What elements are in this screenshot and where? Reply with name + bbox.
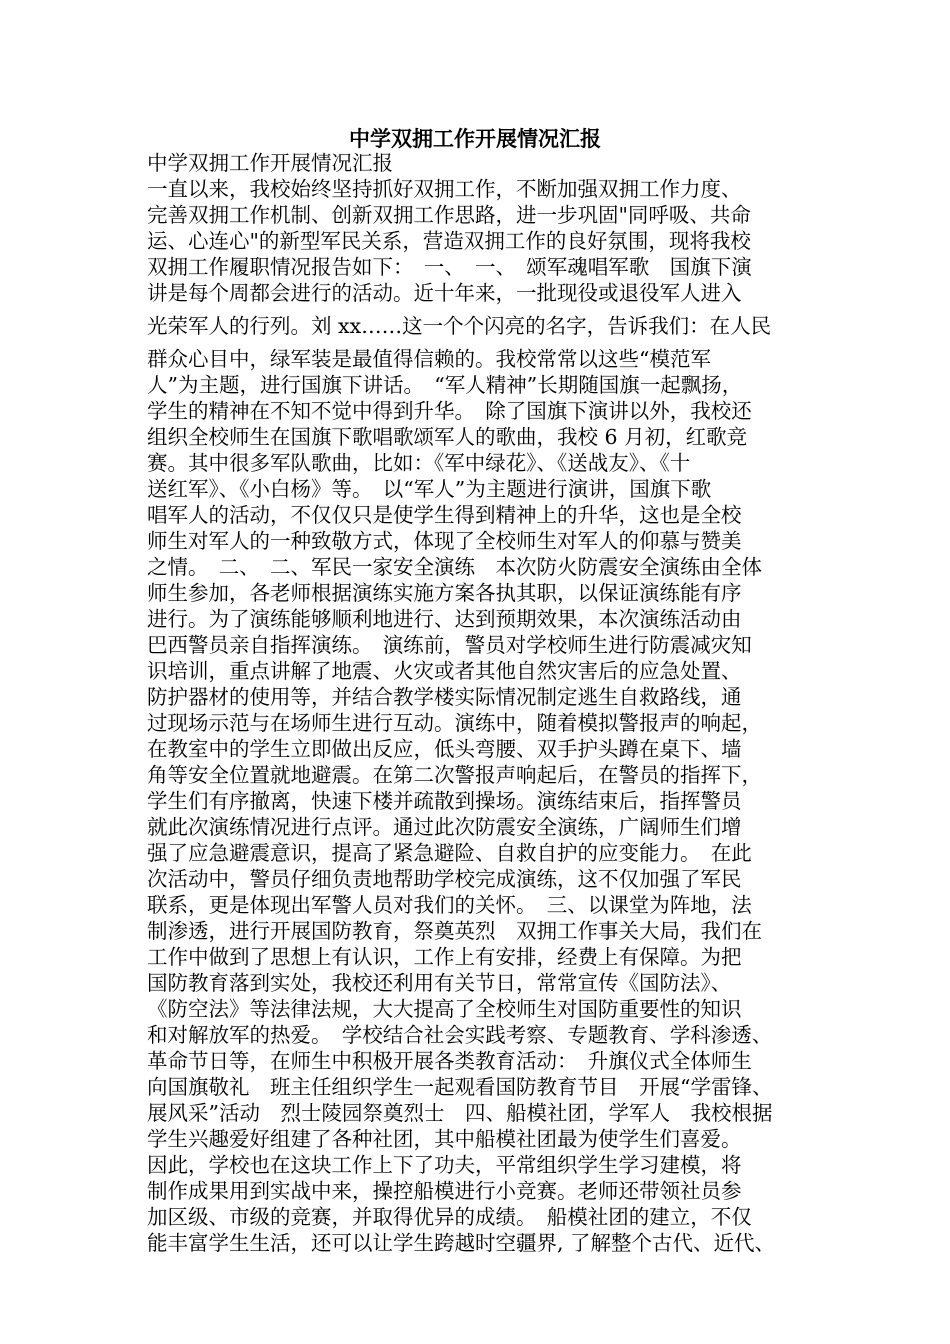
body-line: 巴西警员亲自指挥演练。 演练前，警员对学校师生进行防震减灾知 (147, 633, 752, 657)
body-line: 人”为主题，进行国旗下讲话。 “军人精神”长期随国旗一起飘扬， (147, 373, 743, 397)
body-line: 双拥工作履职情况报告如下： 一、 一、 颂军魂唱军歌 国旗下演 (147, 255, 752, 279)
body-line: 国防教育落到实处，我校还利用有关节日，常常宣传《国防法》、 (147, 971, 732, 995)
body-line: 光荣军人的行列。刘 xx……这一个个闪亮的名字，告诉我们：在人民 (147, 314, 772, 338)
body-line: 强了应急避震意识，提高了紧急避险、自救自护的应变能力。 在此 (147, 841, 752, 865)
body-line: 识培训，重点讲解了地震、火灾或者其他自然灾害后的应急处置、 (147, 659, 742, 683)
body-line: 送红军》、《小白杨》等。 以“军人”为主题进行演讲，国旗下歌 (147, 477, 712, 501)
body-line: 之情。 二、 二、军民一家安全演练 本次防火防震安全演练由全体 (147, 555, 762, 579)
body-line: 师生参加，各老师根据演练实施方案各执其职，以保证演练能有序 (147, 581, 742, 605)
body-line: 赛。其中很多军队歌曲，比如：《军中绿花》、《送战友》、《十 (147, 451, 691, 475)
body-line: 唱军人的活动，不仅仅只是使学生得到精神上的升华，这也是全校 (147, 503, 742, 527)
body-line: 防护器材的使用等，并结合教学楼实际情况制定逃生自救路线，通 (147, 685, 742, 709)
body-line: 中学双拥工作开展情况汇报 (147, 151, 393, 175)
body-line: 次活动中，警员仔细负责地帮助学校完成演练，这不仅加强了军民 (147, 867, 742, 891)
body-line: 进行。为了演练能够顺利地进行、达到预期效果，本次演练活动由 (147, 607, 742, 631)
body-line: 师生对军人的一种致敬方式，体现了全校师生对军人的仰慕与赞美 (147, 529, 742, 553)
body-line: 组织全校师生在国旗下歌唱歌颂军人的歌曲，我校 6 月初，红歌竞 (147, 425, 748, 449)
body-line: 一直以来，我校始终坚持抓好双拥工作，不断加强双拥工作力度、 (147, 177, 742, 201)
body-line: 革命节日等，在师生中积极开展各类教育活动： 升旗仪式全体师生 (147, 1049, 752, 1073)
body-line: 在教室中的学生立即做出反应，低头弯腰、双手护头蹲在桌下、墙 (147, 737, 742, 761)
body-line: 就此次演练情况进行点评。通过此次防震安全演练，广阔师生们增 (147, 815, 742, 839)
body-line: 讲是每个周都会进行的活动。近十年来，一批现役或退役军人进入 (147, 281, 742, 305)
body-line: 因此，学校也在这块工作上下了功夫，平常组织学生学习建模，将 (147, 1153, 742, 1177)
body-line: 联系，更是体现出军警人员对我们的关怀。 三、以课堂为阵地，法 (147, 893, 752, 917)
body-line: 完善双拥工作机制、创新双拥工作思路，进一步巩固"同呼吸、共命 (147, 203, 751, 227)
body-line: 能丰富学生生活，还可以让学生跨越时空疆界, 了解整个古代、近代、 (147, 1231, 776, 1255)
body-line: 《防空法》等法律法规，大大提高了全校师生对国防重要性的知识 (147, 997, 742, 1021)
body-line: 学生兴趣爱好组建了各种社团，其中船模社团最为使学生们喜爱。 (147, 1127, 742, 1151)
body-line: 运、心连心"的新型军民关系，营造双拥工作的良好氛围，现将我校 (147, 229, 751, 253)
body-line: 学生的精神在不知不觉中得到升华。 除了国旗下演讲以外，我校还 (147, 399, 752, 423)
body-line: 学生们有序撤离，快速下楼并疏散到操场。演练结束后，指挥警员 (147, 789, 742, 813)
body-line: 工作中做到了思想上有认识，工作上有安排，经费上有保障。为把 (147, 945, 742, 969)
body-line: 和对解放军的热爱。 学校结合社会实践考察、专题教育、学科渗透、 (147, 1023, 773, 1047)
body-line: 加区级、市级的竞赛，并取得优异的成绩。 船模社团的建立，不仅 (147, 1205, 752, 1229)
body-line: 过现场示范与在场师生进行互动。演练中，随着模拟警报声的响起， (147, 711, 762, 735)
body-line: 群众心目中，绿军装是最值得信赖的。我校常常以这些“模范军 (147, 347, 711, 371)
body-line: 角等安全位置就地避震。在第二次警报声响起后，在警员的指挥下， (147, 763, 762, 787)
body-line: 制渗透，进行开展国防教育，祭奠英烈 双拥工作事关大局，我们在 (147, 919, 762, 943)
body-line: 展风采”活动 烈士陵园祭奠烈士 四、船模社团，学军人 我校根据 (147, 1101, 773, 1125)
document-title: 中学双拥工作开展情况汇报 (349, 127, 601, 151)
body-line: 制作成果用到实战中来，操控船模进行小竞赛。老师还带领社员参 (147, 1179, 742, 1203)
body-line: 向国旗敬礼 班主任组织学生一起观看国防教育节目 开展“学雷锋、 (147, 1075, 773, 1099)
